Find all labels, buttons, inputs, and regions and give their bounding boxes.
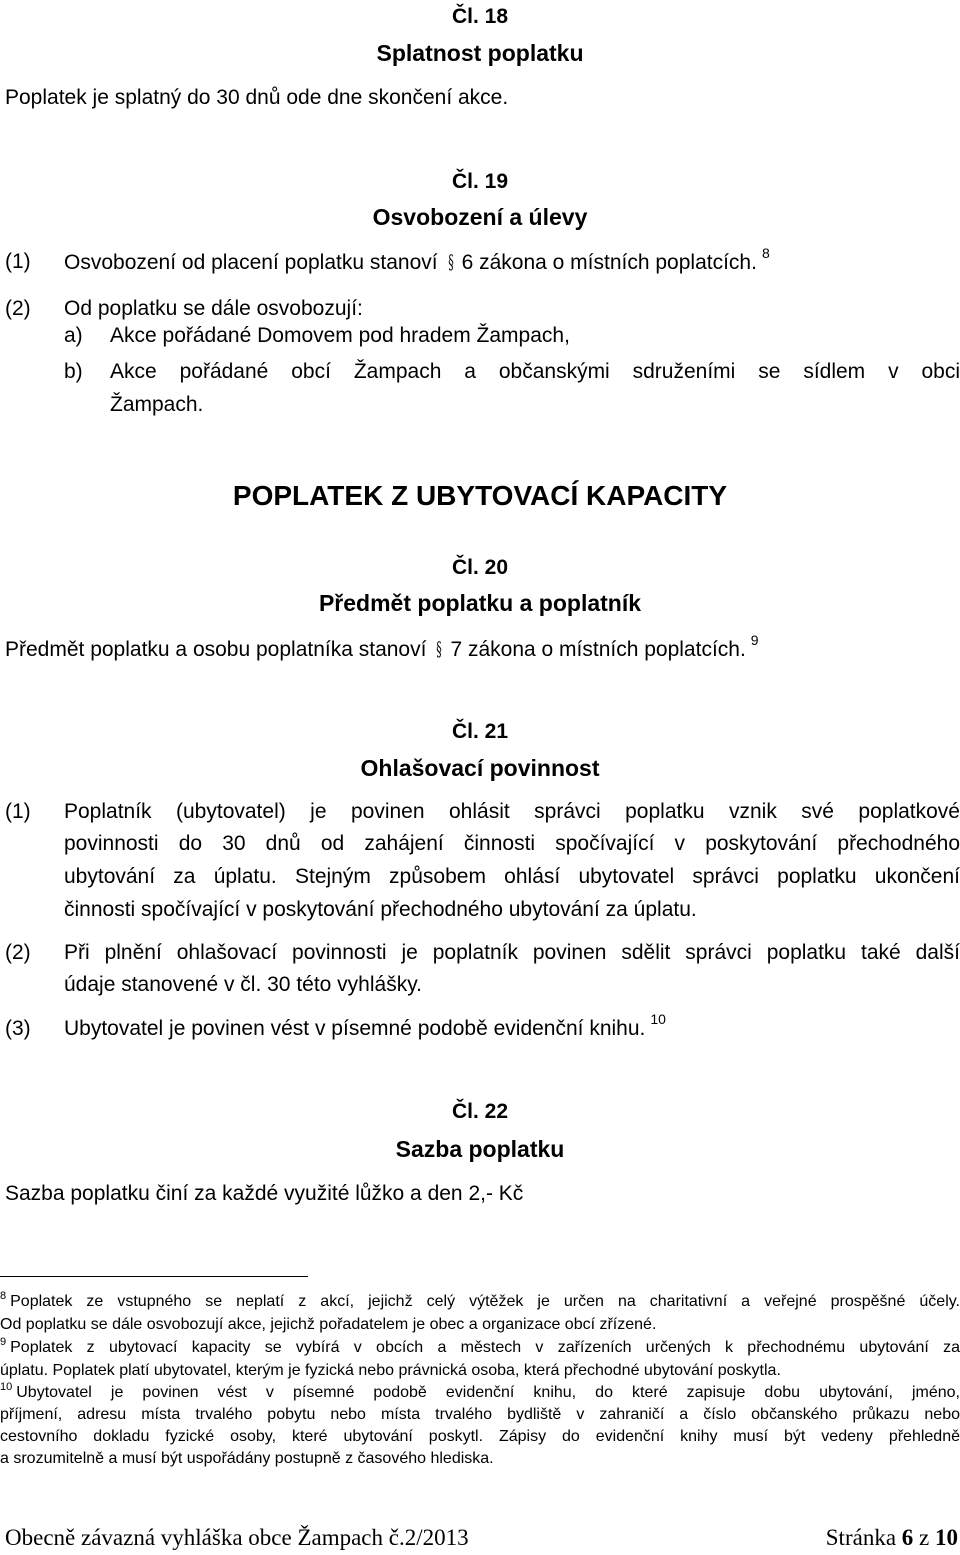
footer-document-title: Obecně závazná vyhláška obce Žampach č.2/2013 <box>5 1525 469 1550</box>
article-21-p2-line: údaje stanovené v čl. 30 této vyhlášky. <box>64 973 422 996</box>
article-21-p2-line: Při plnění ohlašovací povinnosti je poplatník povinen sdělit správci poplatku také další <box>64 941 960 964</box>
section-sign-icon: § <box>447 250 454 274</box>
article-19-item-a-text: Akce pořádané Domovem pod hradem Žampach, <box>110 324 570 347</box>
footnote-10-line2: příjmení, adresu místa trvalého pobytu nebo místa trvalého bydliště v zahraničí a číslo občanského průkazu nebo <box>0 1406 960 1423</box>
footer-page-current: 6 <box>901 1525 914 1550</box>
footer-page-sep: z <box>919 1525 930 1550</box>
article-21-number: Čl. 21 <box>451 720 509 743</box>
article-22-text: Sazba poplatku činí za každé využité lůžko a den 2,- Kč <box>5 1182 524 1205</box>
footer-page-number <box>826 1525 958 1551</box>
footnote-10-line4: a srozumitelně a musí být uspořádány postupně z časového hlediska. <box>0 1450 494 1467</box>
article-20-text-a: Předmět poplatku a osobu poplatníka stanoví <box>5 638 427 661</box>
article-21-p1-line: povinnosti do 30 dnů od zahájení činnosti spočívající v poskytování přechodného <box>64 832 960 855</box>
footnote-8-number: 8 <box>0 1290 7 1302</box>
article-21-p3-label: (3) <box>5 1017 31 1040</box>
footnote-ref-8: 8 <box>761 245 770 261</box>
article-21-p1-label: (1) <box>5 800 31 823</box>
article-21-p1-line: Poplatník (ubytovatel) je povinen ohlásit správci poplatku vznik své poplatkové <box>64 800 960 823</box>
footnote-10-number: 10 <box>0 1381 13 1393</box>
article-19-item-b-line1: Akce pořádané obcí Žampach a občanskými sdruženími se sídlem v obci <box>110 360 960 383</box>
section-heading: POPLATEK Z UBYTOVACÍ KAPACITY <box>232 480 728 511</box>
article-20-text-b: 7 zákona o místních poplatcích. <box>450 638 746 661</box>
article-19-p1-text-a: Osvobození od placení poplatku stanoví <box>64 251 438 274</box>
footnote-ref-10: 10 <box>650 1011 666 1027</box>
article-18-text: Poplatek je splatný do 30 dnů ode dne skončení akce. <box>5 86 509 109</box>
article-20-text <box>5 632 759 662</box>
article-21-p3-text-body: Ubytovatel je povinen vést v písemné podobě evidenční knihu. <box>64 1017 646 1040</box>
article-19-p2-label: (2) <box>5 297 31 320</box>
footnote-8-text: Poplatek ze vstupného se neplatí z akcí, jejichž celý výtěžek je určen na charitativní a veřejné prospěšné účely. <box>10 1293 960 1310</box>
article-20-title: Předmět poplatku a poplatník <box>318 590 642 616</box>
article-18-number: Čl. 18 <box>451 5 509 28</box>
article-20-number: Čl. 20 <box>451 556 509 579</box>
footnote-10-line3: cestovního dokladu fyzické osoby, které ubytování poskytl. Zápisy do evidenční knihy musí být vedeny přehledně <box>0 1428 960 1445</box>
article-19-p1-text-b: 6 zákona o místních poplatcích. <box>461 251 757 274</box>
article-22-title: Sazba poplatku <box>395 1136 565 1162</box>
footnote-8-line1 <box>0 1290 960 1311</box>
footnote-10-text: Ubytovatel je povinen vést v písemné podobě evidenční knihu, do které zapisuje dobu ubytování, jméno, <box>16 1384 960 1401</box>
article-19-item-a-label: a) <box>64 324 83 347</box>
article-19-item-b-label: b) <box>64 360 83 383</box>
footnote-9-line1 <box>0 1336 960 1357</box>
footnote-10-line1 <box>0 1381 960 1402</box>
article-21-p1-line: ubytování za úplatu. Stejným způsobem ohlásí ubytovatel správci poplatku ukončení <box>64 865 960 888</box>
footnote-9-number: 9 <box>0 1336 7 1348</box>
article-19-p2-text: Od poplatku se dále osvobozují: <box>64 297 363 320</box>
article-19-item-b-line2: Žampach. <box>110 393 204 416</box>
footnote-8-line2: Od poplatku se dále osvobozují akce, jejichž pořadatelem je obec a organizace obcí zřízené. <box>0 1316 657 1333</box>
footnote-separator <box>0 1276 308 1277</box>
article-19-title: Osvobození a úlevy <box>372 204 588 230</box>
article-18-title: Splatnost poplatku <box>376 40 584 66</box>
footnote-9-line2: úplatu. Poplatek platí ubytovatel, kterým je fyzická nebo právnická osoba, která přechodné ubytování poskytla. <box>0 1362 781 1379</box>
footer-page-total: 10 <box>935 1525 958 1550</box>
footnote-ref-9: 9 <box>750 632 759 648</box>
article-19-number: Čl. 19 <box>451 170 509 193</box>
article-19-p1-text <box>64 245 770 275</box>
footnote-9-text: Poplatek z ubytovací kapacity se vybírá v obcích a městech v zařízeních určených k přechodnému ubytování za <box>10 1339 960 1356</box>
article-21-p3-text <box>64 1011 666 1041</box>
footer-page-word: Stránka <box>825 1525 897 1550</box>
article-21-p2-label: (2) <box>5 941 31 964</box>
article-19-p1-label: (1) <box>5 250 31 273</box>
article-21-title: Ohlašovací povinnost <box>360 755 600 781</box>
article-21-p1-line: činnosti spočívající v poskytování přechodného ubytování za úplatu. <box>64 898 697 921</box>
article-22-number: Čl. 22 <box>451 1100 509 1123</box>
section-sign-icon: § <box>436 637 443 661</box>
